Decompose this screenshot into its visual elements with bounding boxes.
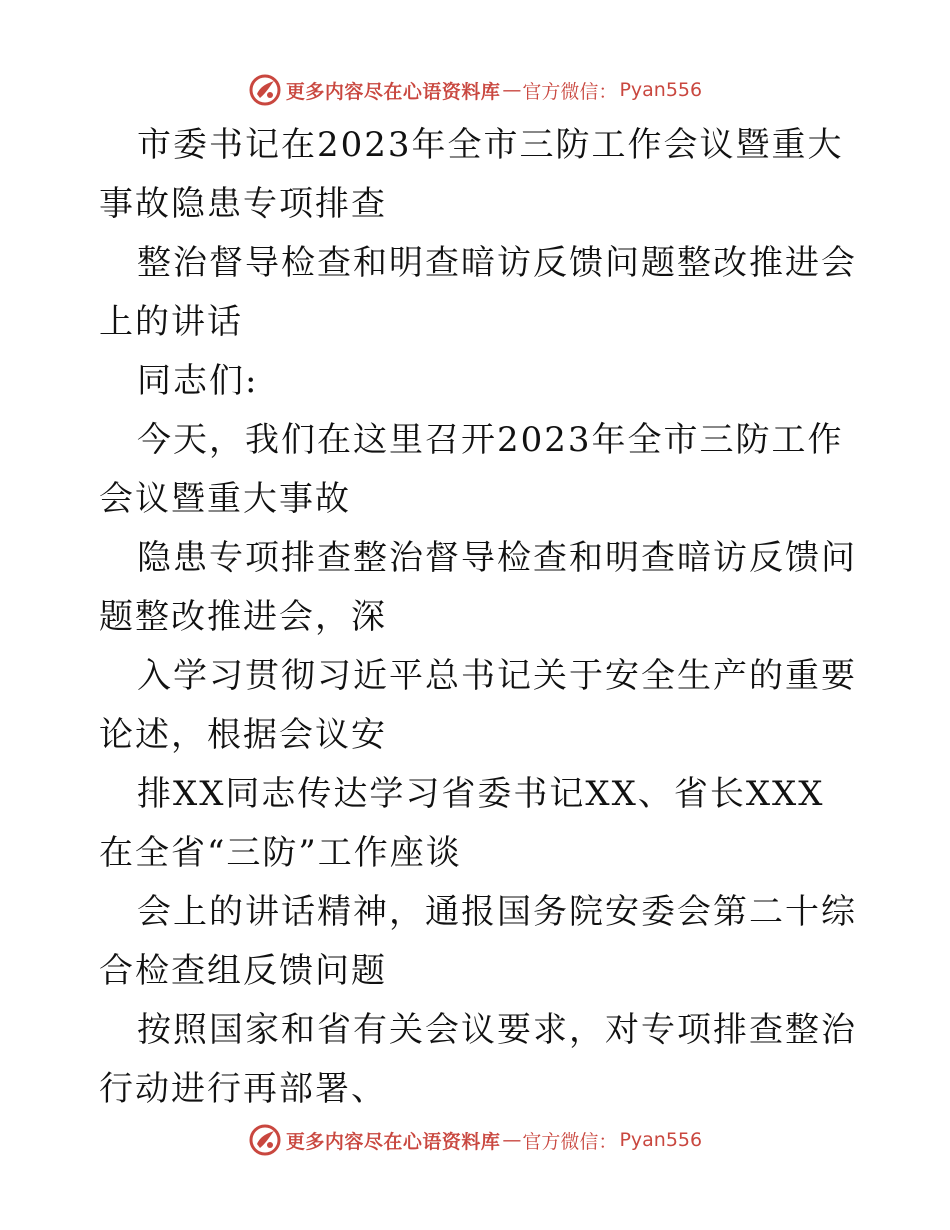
logo-seal-icon <box>248 73 282 107</box>
logo-seal-icon <box>248 1123 282 1157</box>
paragraph-title-1: 市委书记在2023年全市三防工作会议暨重大事故隐患专项排查 <box>99 125 844 224</box>
watermark-label: 官方微信： <box>522 80 618 103</box>
document-body <box>99 116 859 1119</box>
watermark-brand: 更多内容尽在心语资料库 <box>285 80 501 103</box>
watermark-separator: — <box>502 79 521 101</box>
watermark-wechat-id: Pyan556 <box>619 1129 703 1151</box>
watermark-label: 官方微信： <box>522 1130 618 1153</box>
header-watermark <box>0 70 950 110</box>
watermark-brand: 更多内容尽在心语资料库 <box>285 1130 501 1153</box>
paragraph-body: 按照国家和省有关会议要求，对专项排查整治行动进行再部署、 <box>99 1010 857 1109</box>
paragraph-body: 会上的讲话精神，通报国务院安委会第二十综合检查组反馈问题 <box>99 892 857 991</box>
paragraph-body: 隐患专项排查整治督导检查和明查暗访反馈问题整改推进会，深 <box>99 538 857 637</box>
paragraph-title-2: 整治督导检查和明查暗访反馈问题整改推进会上的讲话 <box>99 243 857 342</box>
footer-watermark <box>0 1120 950 1160</box>
paragraph-body: 今天，我们在这里召开2023年全市三防工作会议暨重大事故 <box>99 420 844 519</box>
watermark-separator: — <box>502 1129 521 1151</box>
watermark-wechat-id: Pyan556 <box>619 79 703 101</box>
paragraph-body: 排XX同志传达学习省委书记XX、省长XXX在全省“三防”工作座谈 <box>99 774 825 873</box>
paragraph-salutation: 同志们: <box>137 361 259 401</box>
paragraph-body: 入学习贯彻习近平总书记关于安全生产的重要论述，根据会议安 <box>99 656 857 755</box>
